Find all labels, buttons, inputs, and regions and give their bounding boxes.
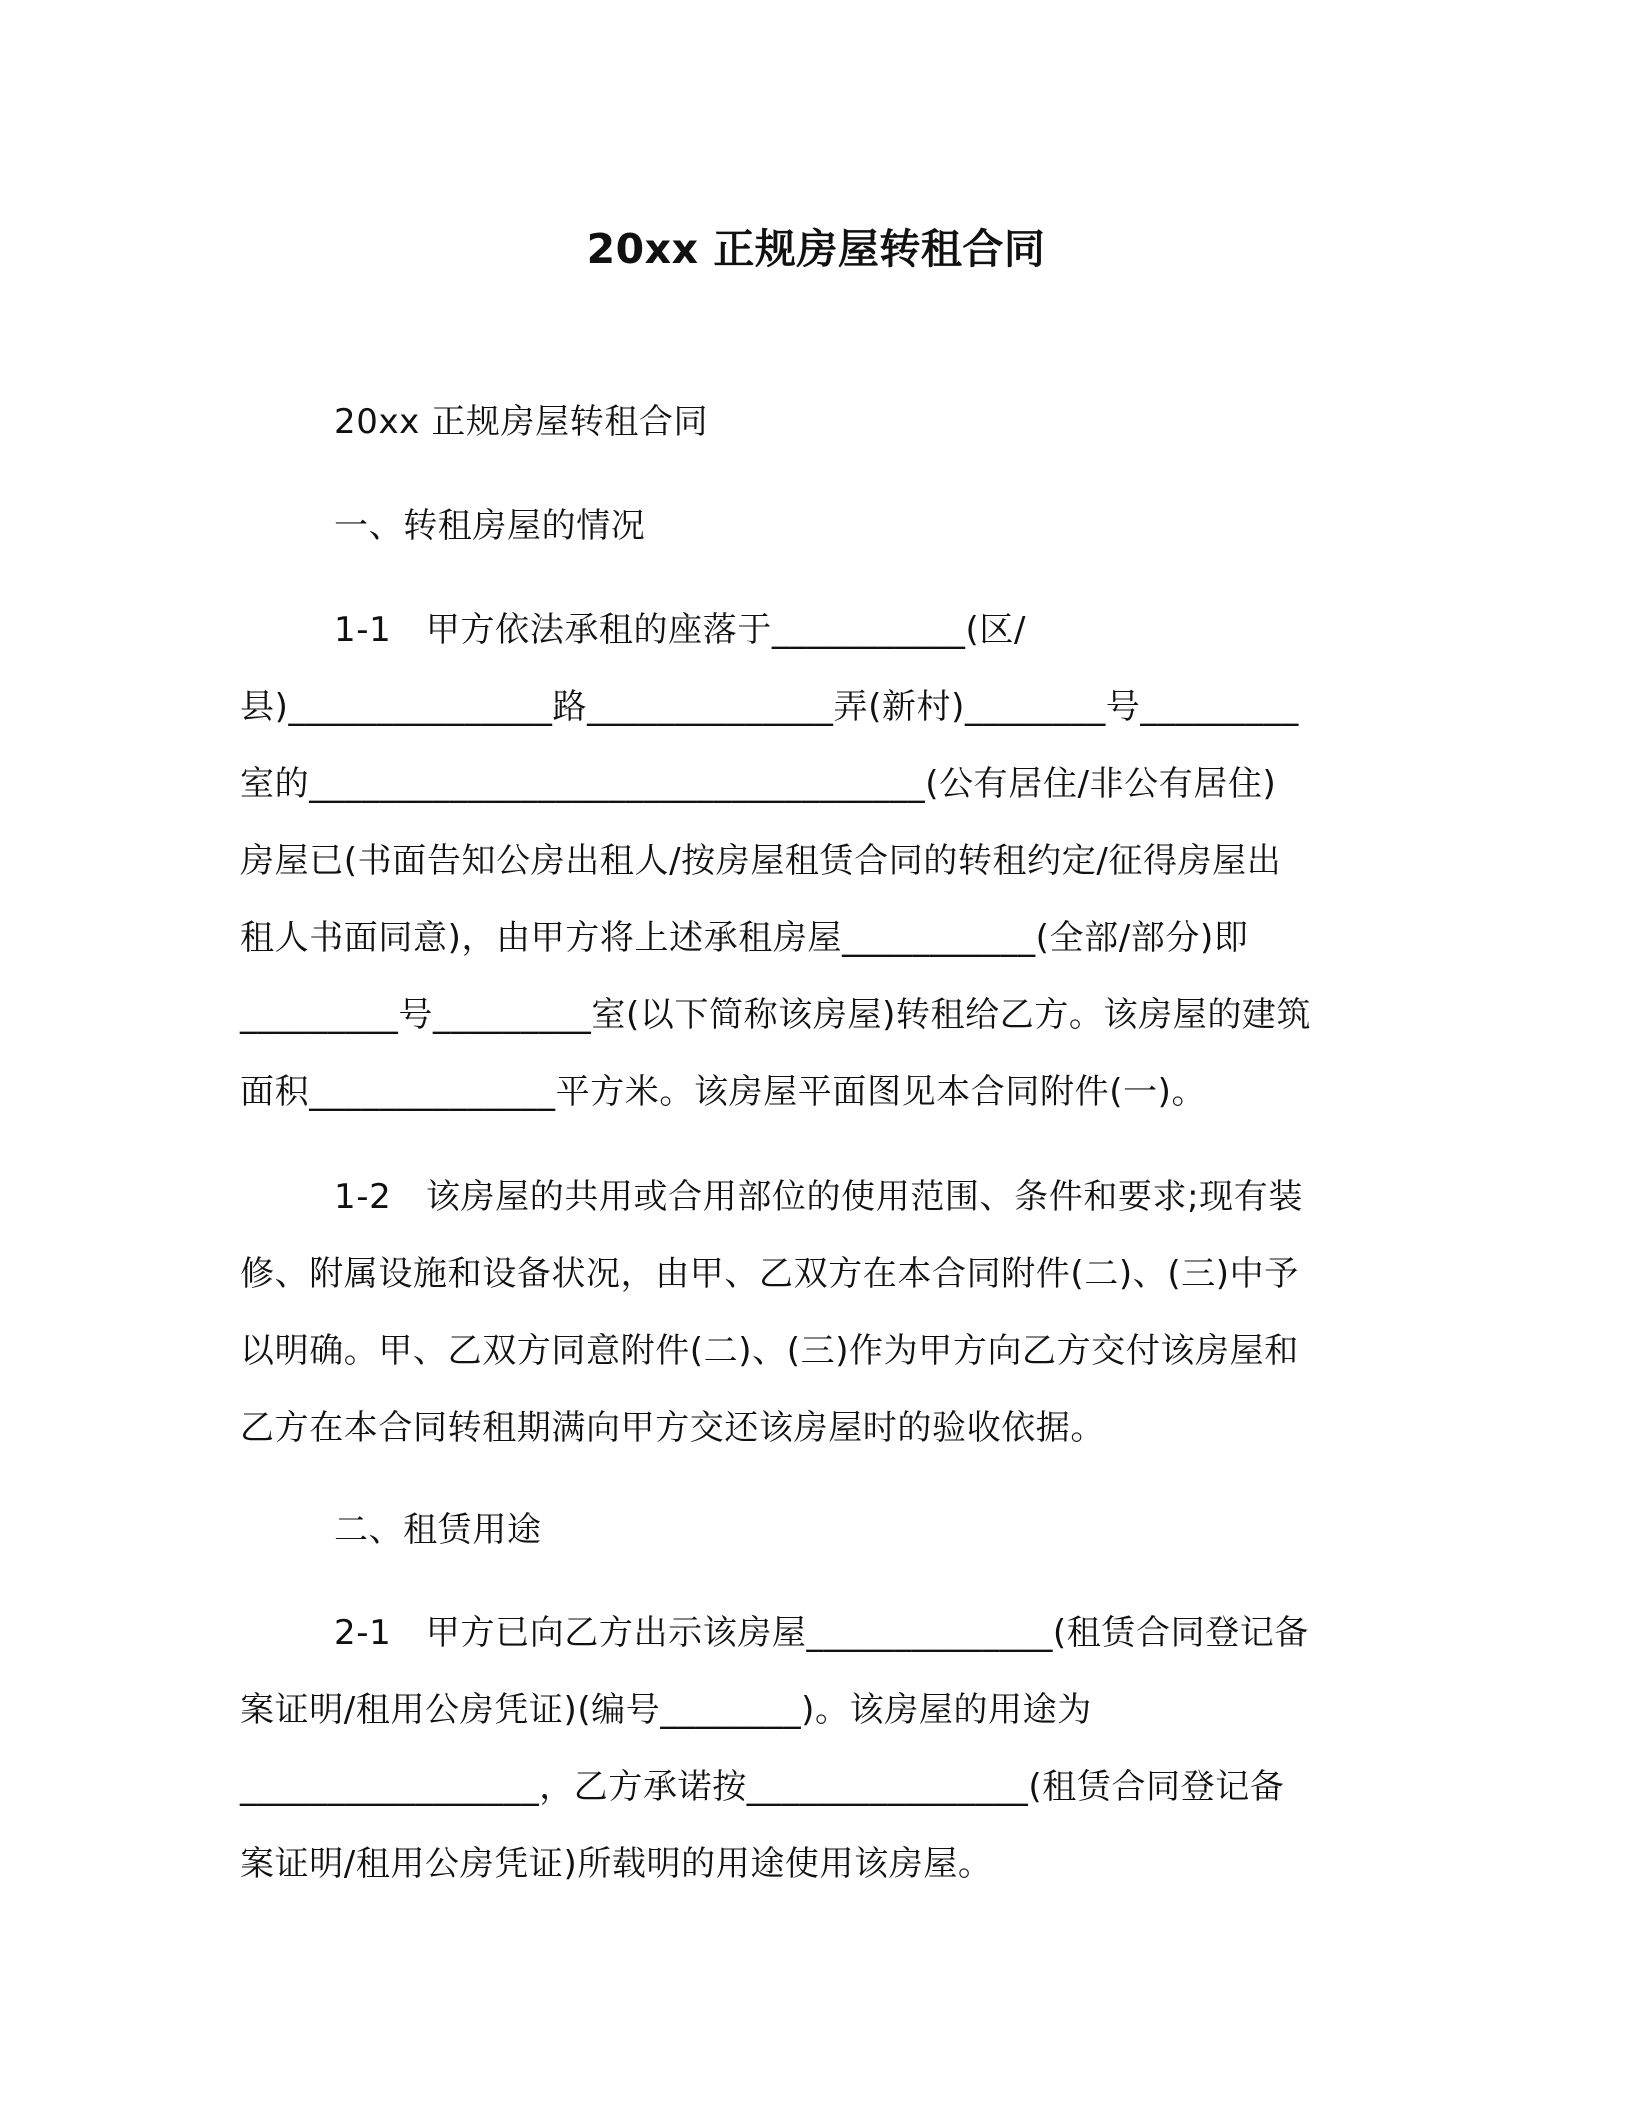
clause-1-1-line: _________号_________室(以下简称该房屋)转租给乙方。该房屋的建筑 [240, 995, 1312, 1035]
clause-1-1-line: 县)_______________路______________弄(新村)________号_________ [240, 687, 1299, 727]
clause-1-1-line: 1-1 甲方依法承租的座落于___________(区/ [334, 610, 1027, 650]
clause-2-1-line: 2-1 甲方已向乙方出示该房屋______________(租赁合同登记备 [334, 1613, 1309, 1653]
clause-1-1-line: 房屋已(书面告知公房出租人/按房屋租赁合同的转租约定/征得房屋出 [240, 841, 1282, 881]
clause-1-2-line: 修、附属设施和设备状况，由甲、乙双方在本合同附件(二)、(三)中予 [240, 1254, 1299, 1294]
clause-1-1-line: 租人书面同意)，由甲方将上述承租房屋___________(全部/部分)即 [240, 918, 1249, 958]
clause-2-1-line: 案证明/租用公房凭证)(编号________)。该房屋的用途为 [240, 1690, 1092, 1730]
clause-1-1-line: 室的___________________________________(公有居住/非公有居住) [240, 764, 1277, 804]
section-heading-1: 一、转租房屋的情况 [334, 506, 646, 546]
document-subtitle: 20xx 正规房屋转租合同 [334, 402, 709, 442]
clause-1-2-line: 1-2 该房屋的共用或合用部位的使用范围、条件和要求;现有装 [334, 1177, 1303, 1217]
clause-2-1-line: _________________，乙方承诺按________________(租赁合同登记备 [240, 1767, 1285, 1807]
clause-1-1-line: 面积______________平方米。该房屋平面图见本合同附件(一)。 [240, 1072, 1207, 1112]
section-heading-2: 二、租赁用途 [334, 1510, 542, 1550]
clause-2-1-line: 案证明/租用公房凭证)所载明的用途使用该房屋。 [240, 1844, 993, 1884]
document-title: 20xx 正规房屋转租合同 [586, 225, 1046, 273]
clause-1-2-line: 乙方在本合同转租期满向甲方交还该房屋时的验收依据。 [240, 1408, 1105, 1448]
clause-1-2-line: 以明确。甲、乙双方同意附件(二)、(三)作为甲方向乙方交付该房屋和 [240, 1331, 1299, 1371]
